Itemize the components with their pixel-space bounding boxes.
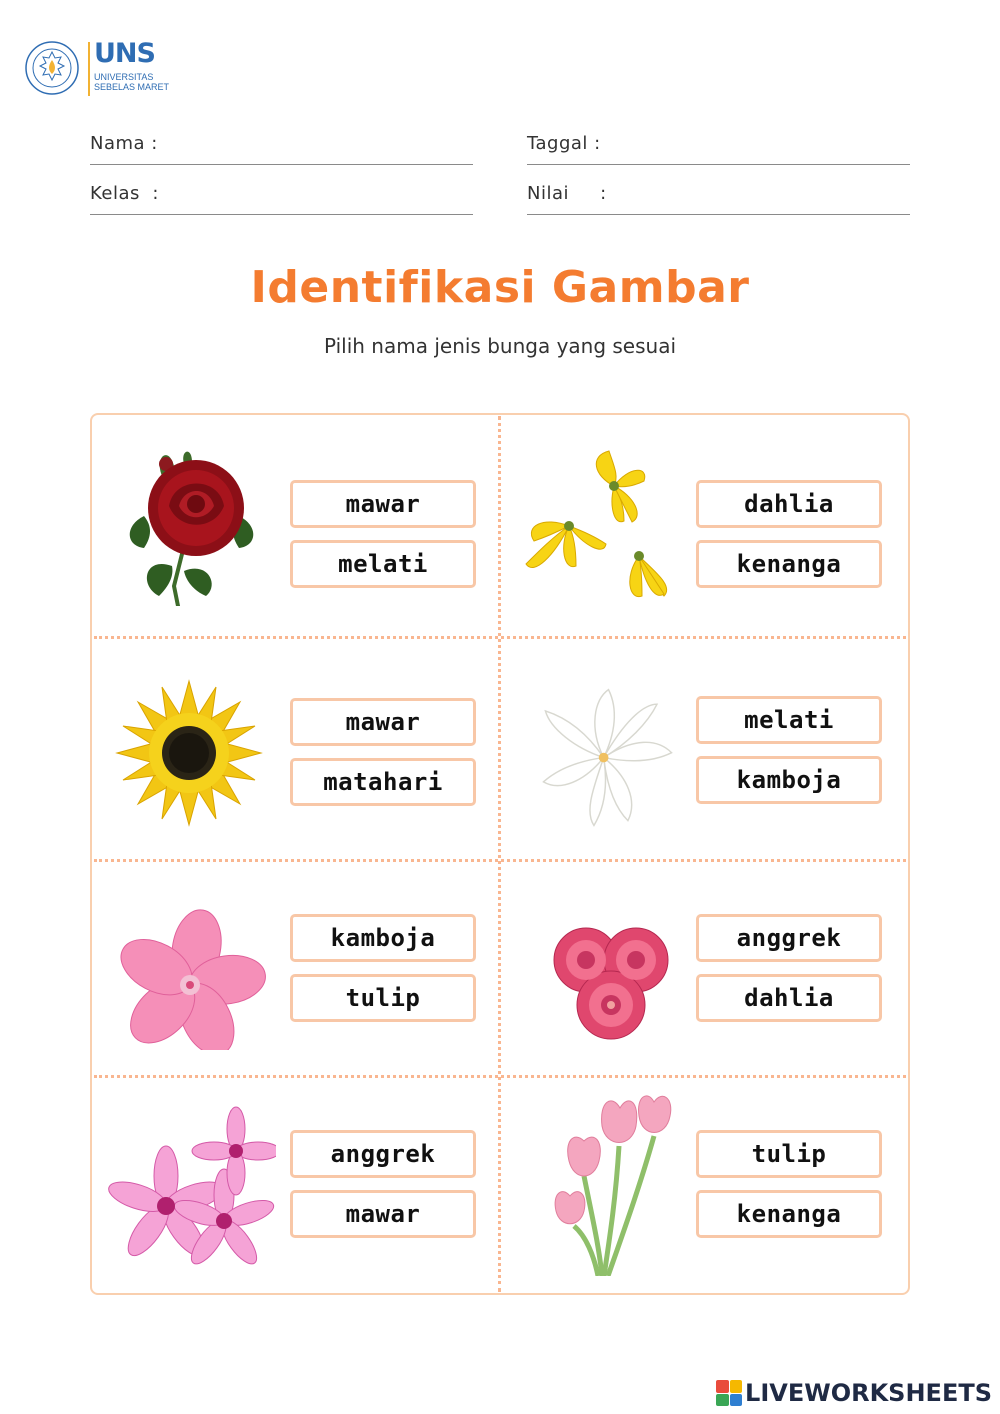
orchid-icon — [106, 1096, 276, 1266]
logo-line1: UNIVERSITAS — [94, 72, 154, 82]
option-button[interactable]: mawar — [290, 1190, 476, 1238]
option-button[interactable]: melati — [290, 540, 476, 588]
option-button[interactable]: dahlia — [696, 974, 882, 1022]
option-button[interactable]: dahlia — [696, 480, 882, 528]
logo-university — [94, 72, 169, 92]
sunflower-icon — [114, 658, 264, 828]
kelas-label: Kelas : — [90, 183, 159, 204]
dahlia-icon — [536, 880, 686, 1050]
jasmine-icon — [526, 658, 691, 828]
nilai-field[interactable] — [527, 183, 910, 215]
kelas-field[interactable] — [90, 183, 473, 215]
tanggal-label: Taggal : — [527, 133, 601, 154]
nilai-label: Nilai : — [527, 183, 607, 204]
option-button[interactable]: tulip — [696, 1130, 882, 1178]
liveworksheets-watermark — [716, 1378, 992, 1408]
option-button[interactable]: anggrek — [290, 1130, 476, 1178]
page-title: Identifikasi Gambar — [250, 262, 750, 313]
logo-divider — [88, 42, 90, 96]
question-card — [94, 1078, 502, 1298]
frangipani-icon — [118, 880, 268, 1050]
page-subtitle: Pilih nama jenis bunga yang sesuai — [323, 334, 677, 358]
question-card — [500, 862, 908, 1082]
tulip-icon — [544, 1086, 694, 1276]
option-button[interactable]: mawar — [290, 480, 476, 528]
option-button[interactable]: kamboja — [696, 756, 882, 804]
question-card — [94, 862, 502, 1082]
ylang-ylang-icon — [514, 436, 684, 606]
option-button[interactable]: mawar — [290, 698, 476, 746]
watermark-text: LIVEWORKSHEETS — [745, 1379, 992, 1407]
option-button[interactable]: tulip — [290, 974, 476, 1022]
question-card — [500, 640, 908, 860]
liveworksheets-logo-icon — [716, 1380, 742, 1406]
question-card — [500, 1078, 908, 1298]
question-card — [500, 418, 908, 638]
option-button[interactable]: kenanga — [696, 1190, 882, 1238]
nama-field[interactable] — [90, 133, 473, 165]
question-card — [94, 418, 502, 638]
option-button[interactable]: kamboja — [290, 914, 476, 962]
option-button[interactable]: melati — [696, 696, 882, 744]
option-button[interactable]: matahari — [290, 758, 476, 806]
uns-seal-icon — [24, 40, 80, 96]
logo-line2: SEBELAS MARET — [94, 82, 170, 92]
logo-name: UNS — [94, 38, 155, 69]
nama-label: Nama : — [90, 133, 158, 154]
rose-icon — [114, 436, 264, 606]
question-card — [94, 640, 502, 860]
option-button[interactable]: anggrek — [696, 914, 882, 962]
tanggal-field[interactable] — [527, 133, 910, 165]
option-button[interactable]: kenanga — [696, 540, 882, 588]
uns-logo — [24, 38, 170, 98]
